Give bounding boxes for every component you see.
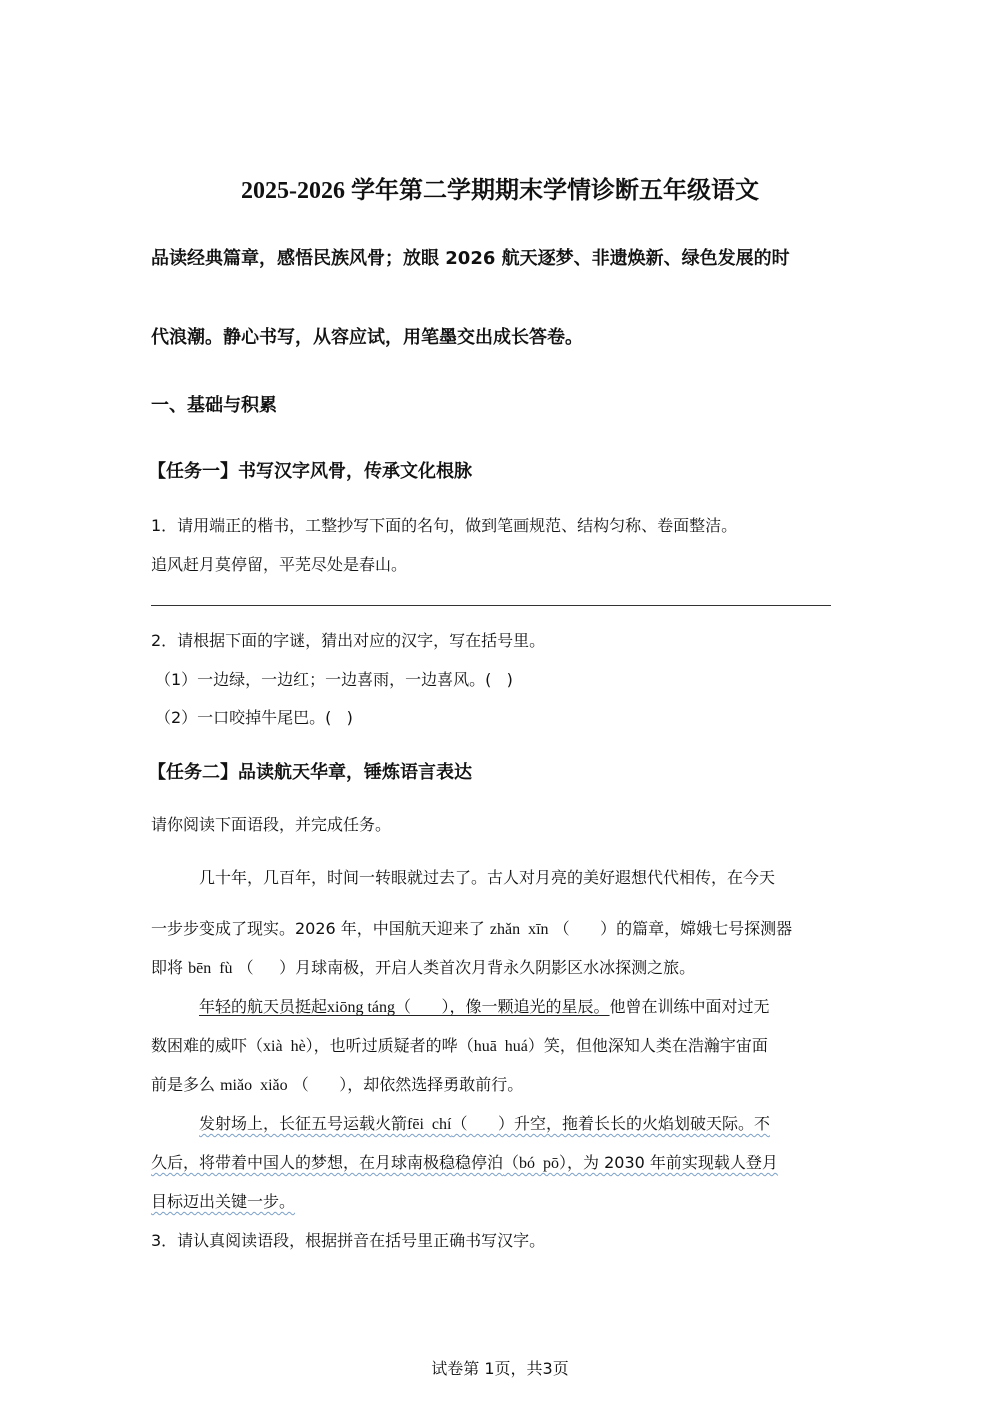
pinyin-bopo: （bó pō） — [503, 1155, 568, 1172]
exam-title: 2025-2026 学年第二学期期末学情诊断五年级语文 — [241, 178, 759, 204]
quote-text: 追风赶月莫停留，平芜尽处是春山。 — [151, 555, 408, 574]
passage-p2-line2: 数困难的威吓（xià hè），也听过质疑者的哗（huā huá）笑，但他深知人类在浩瀚宇宙面 — [151, 1036, 768, 1055]
pinyin-xiongtang: xiōng táng — [327, 999, 396, 1016]
pinyin-zhanxin: zhǎn xīn — [489, 921, 549, 938]
passage-p3-line2: 久后，将带着中国人的梦想，在月球南极稳稳停泊（bó pō），为 2030 年前实现载人登月 — [151, 1153, 778, 1172]
section-heading: 一、基础与积累 — [151, 395, 277, 416]
task1-heading: 【任务一】书写汉字风骨，传承文化根脉 — [148, 461, 472, 482]
passage-p1-line1: 几十年，几百年，时间一转眼就过去了。古人对月亮的美好遐想代代相传，在今天 — [199, 868, 776, 887]
riddle-1: （1）一边绿，一边红；一边喜雨，一边喜风。( ) — [155, 670, 513, 689]
wavy-underlined-text: 发射场上，长征五号运载火箭fēi chí（ ）升空，拖着长长的火焰划破天际。不 — [199, 1114, 770, 1133]
blank-benfu: （ ）月球南极，开启人类首次月背永久阴影区水冰探测之旅。 — [237, 958, 696, 977]
passage-p3-line3: 目标迈出关键一步。 — [151, 1192, 296, 1211]
reading-instruction: 请你阅读下面语段，并完成任务。 — [151, 815, 392, 834]
blank-miaoxiao: （ ），却依然选择勇敢前行。 — [292, 1075, 524, 1094]
pinyin-huahua: （huā huá） — [457, 1038, 544, 1055]
pinyin-benfu: bēn fù — [188, 960, 233, 977]
passage-p1-line3: 即将 bēn fù （ ）月球南极，开启人类首次月背永久阴影区水冰探测之旅。 — [151, 958, 696, 977]
answer-line[interactable] — [151, 605, 831, 606]
page-footer: 试卷第 1页，共3页 — [431, 1359, 569, 1378]
passage-p2-line3: 前是多么 miǎo xiǎo （ ），却依然选择勇敢前行。 — [151, 1075, 524, 1094]
question-2: 2．请根据下面的字谜，猜出对应的汉字，写在括号里。 — [151, 631, 546, 650]
task2-heading: 【任务二】品读航天华章，锤炼语言表达 — [148, 762, 472, 783]
passage-p3-line1 — [199, 1111, 770, 1134]
pinyin-miaoxiao: miǎo xiǎo — [220, 1077, 288, 1094]
pinyin-xiahe: （xià hè） — [247, 1038, 314, 1055]
blank-zhanxin: （ ）的篇章，嫦娥七号探测器 — [553, 919, 793, 938]
pinyin-feichi: fēi chí — [407, 1116, 452, 1133]
intro-line-1: 品读经典篇章，感悟民族风骨；放眼 2026 航天逐梦、非遗焕新、绿色发展的时 — [151, 248, 790, 269]
intro-line-2: 代浪潮。静心书写，从容应试，用笔墨交出成长答卷。 — [151, 327, 583, 348]
underlined-sentence: 年轻的航天员挺起xiōng táng（ ），像一颗追光的星辰。 — [199, 997, 610, 1016]
riddle-2: （2）一口咬掉牛尾巴。( ) — [155, 708, 353, 727]
passage-p2-line1: 年轻的航天员挺起xiōng táng（ ），像一颗追光的星辰。他曾在训练中面对过无 — [199, 997, 770, 1016]
passage-p1-line2: 一步步变成了现实。2026 年，中国航天迎来了 zhǎn xīn （ ）的篇章，嫦娥七号探测器 — [151, 919, 793, 938]
question-1: 1．请用端正的楷书，工整抄写下面的名句，做到笔画规范、结构匀称、卷面整洁。 — [151, 516, 738, 535]
question-3: 3．请认真阅读语段，根据拼音在括号里正确书写汉字。 — [151, 1231, 546, 1250]
